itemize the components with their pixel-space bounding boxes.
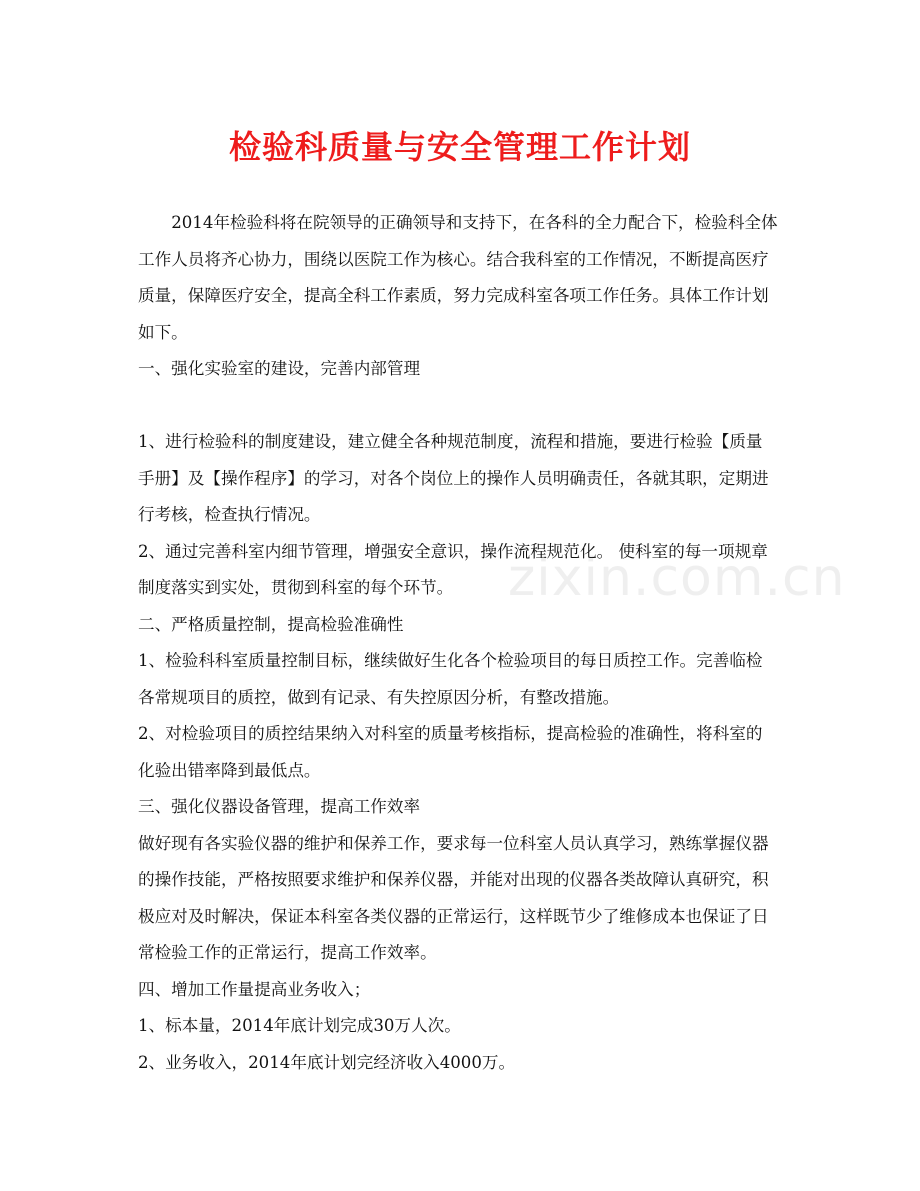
- document-body: [138, 205, 778, 1081]
- section-1-item-2: 2、通过完善科室内细节管理，增强安全意识，操作流程规范化。 使科室的每一项规章制度落实到实处，贯彻到科室的每个环节。: [138, 541, 768, 597]
- blank-line: [138, 388, 778, 425]
- section-2-item-1: 1、检验科科室质量控制目标，继续做好生化各个检验项目的每日质控工作。完善临检各常规项目的质控，做到有记录、有失控原因分析，有整改措施。: [138, 651, 763, 707]
- section-4-item-1: 1、标本量，2014年底计划完成30万人次。: [138, 1016, 461, 1035]
- intro-paragraph: 2014年检验科将在院领导的正确领导和支持下，在各科的全力配合下，检验科全体工作人员将齐心协力，围绕以医院工作为核心。结合我科室的工作情况，不断提高医疗质量，保障医疗安全，提高全科工作素质，努力完成科室各项工作任务。具体工作计划如下。: [138, 213, 778, 342]
- watermark: zixin.com.cn: [508, 548, 846, 608]
- section-2-heading: 二、严格质量控制，提高检验准确性: [138, 614, 404, 634]
- section-3-heading: 三、强化仪器设备管理，提高工作效率: [138, 797, 421, 816]
- section-1-heading: 一、强化实验室的建设，完善内部管理: [138, 359, 421, 378]
- section-1-item-1: 1、进行检验科的制度建设，建立健全各种规范制度，流程和措施，要进行检验【质量手册】及【操作程序】的学习，对各个岗位上的操作人员明确责任，各就其职，定期进行考核，检查执行情况。: [138, 432, 769, 524]
- document-title: 检验科质量与安全管理工作计划: [228, 128, 691, 166]
- section-2-item-2: 2、对检验项目的质控结果纳入对科室的质量考核指标，提高检验的准确性，将科室的化验出错率降到最低点。: [138, 724, 763, 780]
- section-4-item-2: 2、业务收入，2014年底计划完经济收入4000万。: [138, 1052, 516, 1072]
- section-4-heading: 四、增加工作量提高业务收入；: [138, 979, 371, 999]
- section-3-body: 做好现有各实验仪器的维护和保养工作，要求每一位科室人员认真学习，熟练掌握仪器的操作技能，严格按照要求维护和保养仪器，并能对出现的仪器各类故障认真研究，积极应对及时解决，保证本科室各类仪器的正常运行，这样既节少了维修成本也保证了日常检验工作的正常运行，提高工作效率。: [138, 833, 769, 962]
